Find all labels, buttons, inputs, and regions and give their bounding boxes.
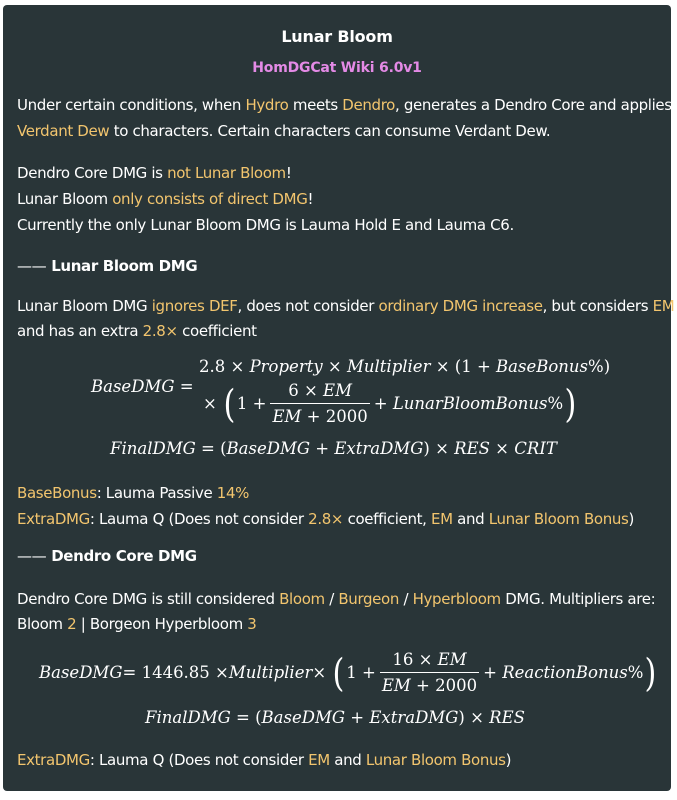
formula-base-dmg-line-1: 2.8 × Property × Multiplier × (1 + BaseBonus%) bbox=[199, 357, 611, 376]
formula-final-dmg: FinalDMG = (BaseDMG + ExtraDMG) × RES × CRIT bbox=[110, 439, 557, 458]
verdant-dew-term: Verdant Dew bbox=[17, 122, 110, 140]
note-line-3: Currently the only Lunar Bloom DMG is Lauma Hold E and Lauma C6. bbox=[17, 216, 514, 234]
dendro-desc-line-2: Bloom 2 | Borgeon Hyperbloom 3 bbox=[17, 615, 257, 633]
page-title: Lunar Bloom bbox=[281, 27, 393, 46]
extra-dmg-line-dendro: ExtraDMG: Lauma Q (Does not consider EM and Lunar Bloom Bonus) bbox=[17, 751, 512, 769]
lunar-desc-line-2: and has an extra 2.8× coefficient bbox=[17, 322, 257, 340]
extra-dmg-line-lunar: ExtraDMG: Lauma Q (Does not consider 2.8× coefficient, EM and Lunar Bloom Bonus) bbox=[17, 510, 635, 528]
em-fraction: $\frac{6 \times EM}{EM + 2000}$ bbox=[272, 381, 368, 426]
intro-line-1: Under certain conditions, when Hydro meets Dendro, generates a Dendro Core and applies bbox=[17, 96, 672, 114]
formula-dendro-final-dmg: FinalDMG = (BaseDMG + ExtraDMG) × RES bbox=[145, 708, 525, 727]
section-heading-lunar-bloom: —— Lunar Bloom DMG bbox=[17, 257, 198, 275]
formula-dendro-base-dmg: BaseDMG = 1446.85 × Multiplier × ( 1 + $\frac{16 \times EM}{EM + 2000}$ + ReactionBonus % ) bbox=[39, 650, 657, 695]
dendro-term: Dendro bbox=[342, 96, 396, 114]
formula-base-dmg-line-2: × ( 1 + $\frac{6 \times EM}{EM + 2000}$ + LunarBloomBonus % ) bbox=[203, 381, 577, 426]
dendro-desc-line-1: Dendro Core DMG is still considered Bloom / Burgeon / Hyperbloom DMG. Multipliers are: bbox=[17, 590, 656, 608]
wiki-version-subtitle: HomDGCat Wiki 6.0v1 bbox=[252, 60, 422, 76]
formula-base-dmg-lhs: BaseDMG = bbox=[91, 377, 194, 396]
wiki-card bbox=[3, 5, 675, 791]
hydro-term: Hydro bbox=[245, 96, 289, 114]
note-line-1: Dendro Core DMG is not Lunar Bloom! bbox=[17, 164, 292, 182]
lunar-desc-line-1: Lunar Bloom DMG ignores DEF, does not consider ordinary DMG increase, but considers EM bbox=[17, 297, 675, 315]
em-fraction-dendro: $\frac{16 \times EM}{EM + 2000}$ bbox=[381, 650, 478, 695]
intro-line-2: Verdant Dew to characters. Certain characters can consume Verdant Dew. bbox=[17, 122, 551, 140]
section-heading-dendro-core: —— Dendro Core DMG bbox=[17, 547, 197, 565]
note-line-2: Lunar Bloom only consists of direct DMG! bbox=[17, 190, 314, 208]
base-bonus-line: BaseBonus: Lauma Passive 14% bbox=[17, 484, 250, 502]
